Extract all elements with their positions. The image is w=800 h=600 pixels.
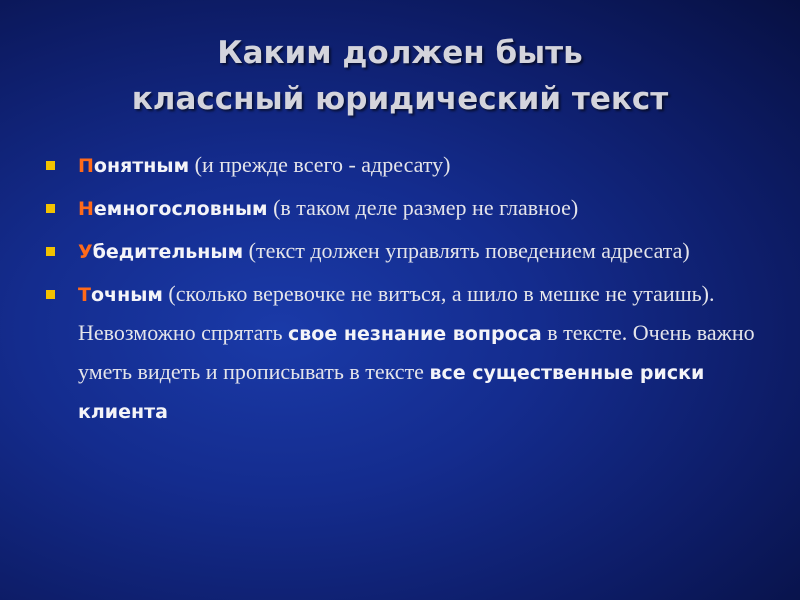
square-bullet-icon xyxy=(46,290,55,299)
bullet-list xyxy=(46,146,766,435)
bullet-item-concise xyxy=(46,189,766,228)
bullet-bold-phrase-1: свое незнание вопроса xyxy=(288,323,542,345)
slide-title xyxy=(0,30,800,122)
bullet-item-precise xyxy=(46,275,766,431)
bullet-text: (текст должен управлять поведением адресата) xyxy=(243,238,690,263)
bullet-text: (в таком деле размер не главное) xyxy=(267,195,579,220)
square-bullet-icon xyxy=(46,161,55,170)
bullet-lead xyxy=(78,241,243,263)
bullet-lead xyxy=(78,284,163,306)
bullet-bold-phrase-2: все существенные риски клиента xyxy=(78,362,705,423)
bullet-lead-rest: онятным xyxy=(93,155,190,177)
bullet-lead-rest: очным xyxy=(90,284,163,306)
square-bullet-icon xyxy=(46,247,55,256)
bullet-lead-rest: емногословным xyxy=(93,198,268,220)
bullet-text-part-2: в тексте. Очень важно уметь видеть и прописывать в тексте xyxy=(78,320,755,384)
title-line-2: классный юридический текст xyxy=(131,81,669,117)
bullet-lead-initial: Н xyxy=(78,198,94,220)
bullet-text: (и прежде всего - адресату) xyxy=(189,152,451,177)
bullet-lead-initial: У xyxy=(78,241,93,263)
bullet-lead-rest: бедительным xyxy=(92,241,244,263)
bullet-lead-initial: П xyxy=(78,155,94,177)
bullet-lead-initial: Т xyxy=(78,284,91,306)
bullet-lead xyxy=(78,198,268,220)
bullet-text-part-1: (сколько веревочке не витъся, а шило в мешке не утаишь). Невозможно спрятать xyxy=(78,281,715,345)
bullet-item-understandable xyxy=(46,146,766,185)
title-line-1: Каким должен быть xyxy=(217,35,583,71)
bullet-lead xyxy=(78,155,189,177)
square-bullet-icon xyxy=(46,204,55,213)
bullet-item-convincing xyxy=(46,232,766,271)
